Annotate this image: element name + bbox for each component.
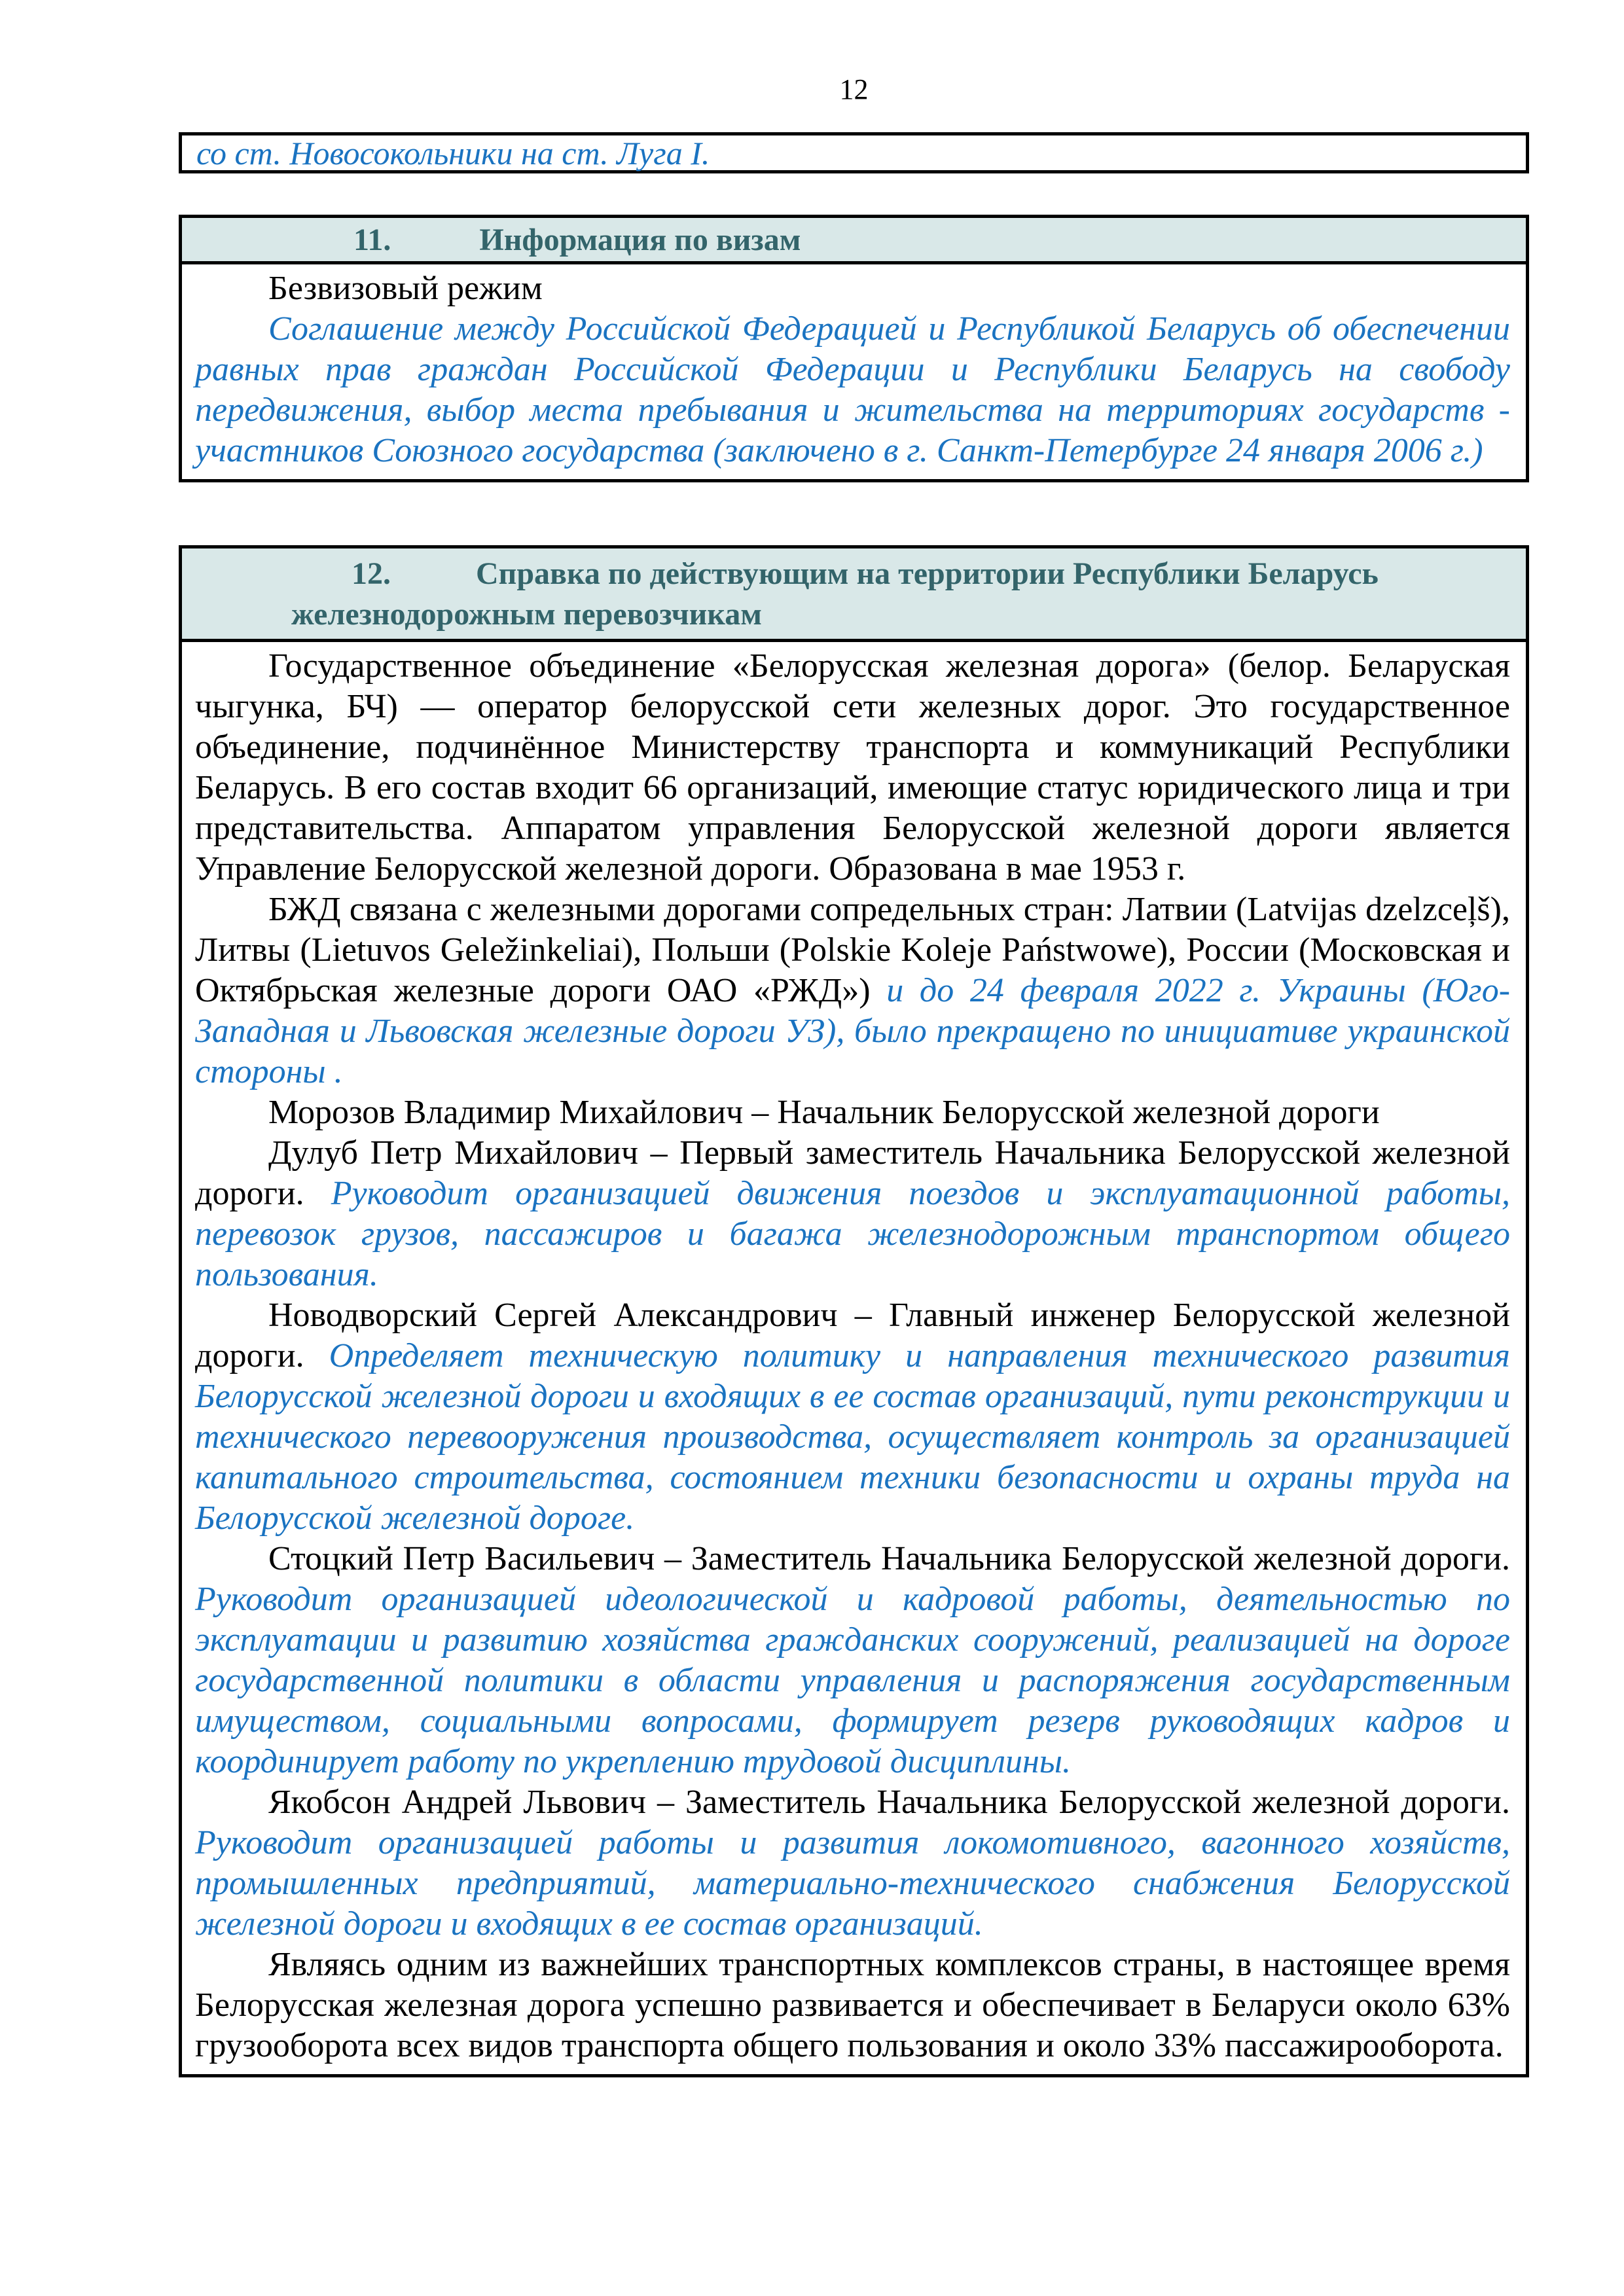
text-run-blue: Руководит организацией идеологической и кадровой работы, деятельностью по эксплуатации и развитию хозяйства гражданских сооружений, реализацией на дороге государственной политики в области управления и распоряжения государственным имуществом, социальными вопросами, формирует резерв руководящих кадров и координирует работу по укреплению трудовой дисциплины. [195, 1581, 1510, 1780]
section-12-header [182, 548, 1526, 642]
section-11-number: 11. [353, 223, 391, 257]
continuation-table [179, 132, 1529, 173]
section-12-title: Справка по действующим на территории Республики Беларусь железнодорожным перевозчикам [291, 556, 1379, 632]
paragraph [195, 1945, 1510, 2066]
section-12-table [179, 545, 1529, 2077]
text-run: Являясь одним из важнейших транспортных комплексов страны, в настоящее время Белорусская железная дорога успешно развивается и обеспечивает в Беларуси около 63% грузооборота всех видов транспорта общего пользования и около 33% пассажирооборота. [195, 1946, 1510, 2064]
text-run: Якобсон Андрей Львович – Заместитель Начальника Белорусской железной дороги. [268, 1784, 1510, 1821]
text-run: Государственное объединение «Белорусская железная дорога» (белор. Беларуская чыгунка, БЧ) — оператор белорусской сети железных дорог. Это государственное объединение, подчинённое Министерству транспорта и коммуникаций Республики Беларусь. В его состав входит 66 организаций, имеющие статус юридического лица и три представительства. Аппаратом управления Белорусской железной дороги является Управление Белорусской железной дороги. Образована в мае 1953 г. [195, 647, 1510, 888]
continuation-text: со ст. Новосокольники на ст. Луга I. [196, 134, 710, 171]
section-11-header [182, 218, 1526, 264]
paragraph [195, 1782, 1510, 1945]
section-11-title: Информация по визам [479, 223, 801, 257]
paragraph [195, 1092, 1510, 1133]
paragraph [195, 889, 1510, 1092]
paragraph [195, 646, 1510, 889]
text-run: Морозов Владимир Михайлович – Начальник Белорусской железной дороги [268, 1094, 1380, 1131]
text-run: БЖД связана с железными дорогами сопредельных стран: Латвии (Latvijas dzelzceļš), Литвы (Lietuvos Geležinkeliai), Польши (Polskie Koleje Państwowe), России (Московская и Октябрьская железные дороги ОАО «РЖД») [195, 891, 1510, 1009]
text-run-blue: и до 24 февраля 2022 г. Украины (Юго-Западная и Львовская железные дороги УЗ), было прекращено по инициативе украинской стороны . [195, 972, 1511, 1090]
paragraph [195, 1295, 1510, 1539]
section-12-number: 12. [352, 556, 391, 591]
text-run-blue: Соглашение между Российской Федерацией и Республикой Беларусь об обеспечении равных прав граждан Российской Федерации и Республики Беларусь на свободу передвижения, выбор места пребывания и жительства на территориях государств - участников Союзного государства (заключено в г. Санкт-Петербурге 24 января 2006 г.) [195, 310, 1510, 469]
section-11-table [179, 215, 1529, 482]
text-run: Стоцкий Петр Васильевич – Заместитель Начальника Белорусской железной дороги. [268, 1540, 1510, 1577]
text-run: Безвизовый режим [268, 270, 543, 307]
paragraph [195, 1539, 1510, 1782]
paragraph [195, 309, 1510, 471]
page-number: 12 [839, 73, 869, 105]
text-run-blue: Определяет техническую политику и направления технического развития Белорусской железной дороги и входящих в ее состав организаций, пути реконструкции и технического перевооружения производства, осуществляет контроль за организацией капитального строительства, состоянием техники безопасности и охраны труда на Белорусской железной дороге. [195, 1337, 1510, 1537]
text-run-blue: Руководит организацией движения поездов и эксплуатационной работы, перевозок грузов, пассажиров и багажа железнодорожным транспортом общего пользования. [195, 1175, 1510, 1293]
paragraph [195, 268, 1510, 309]
text-run-blue: Руководит организацией работы и развития локомотивного, вагонного хозяйств, промышленных предприятий, материально-технического снабжения Белорусской железной дороги и входящих в ее состав организаций. [195, 1824, 1510, 1943]
section-12-body [182, 642, 1526, 2074]
text-run: Дулуб Петр Михайлович – Первый заместитель Начальника Белорусской железной дороги. [195, 1134, 1510, 1212]
section-11-body [182, 264, 1526, 479]
text-run: Новодворский Сергей Александрович – Главный инженер Белорусской железной дороги. [195, 1297, 1510, 1374]
paragraph [195, 1133, 1510, 1295]
